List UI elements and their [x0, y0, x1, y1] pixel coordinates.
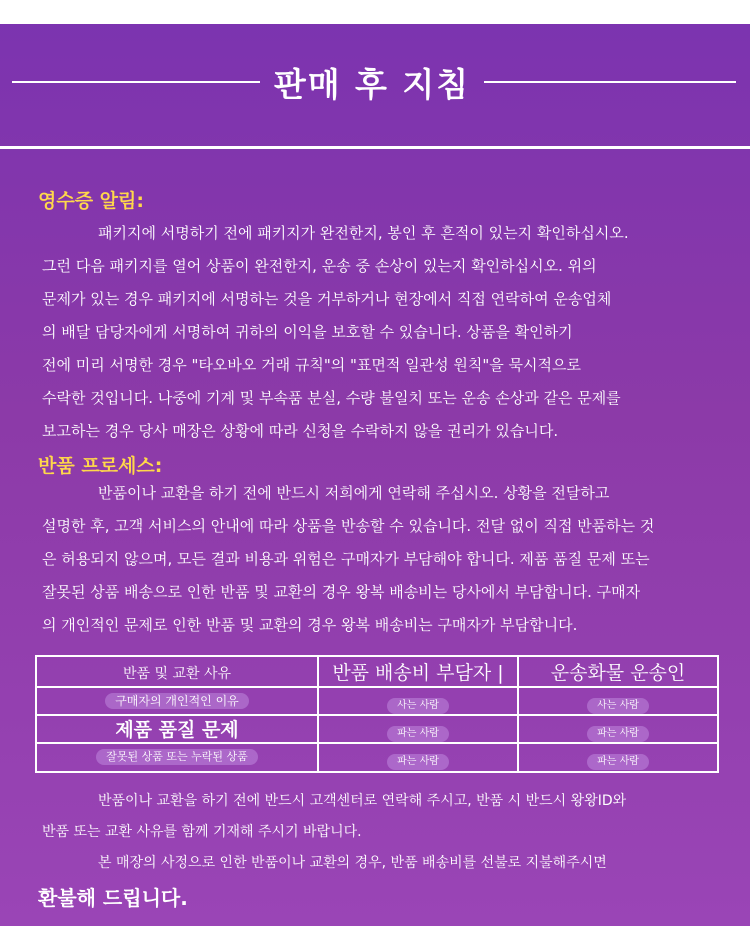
receipt-line: 보고하는 경우 당사 매장은 상황에 따라 신청을 수락하지 않을 권리가 있습니다.	[42, 422, 559, 440]
receipt-line: 전에 미리 서명한 경우 "타오바오 거래 규칙"의 "표면적 일관성 원칙"을 묵시적으로	[42, 356, 581, 374]
title-right-rule	[484, 81, 736, 83]
table-cell-payer: 파는 사람	[319, 721, 517, 742]
returns-line: 설명한 후, 고객 서비스의 안내에 따라 상품을 반송할 수 있습니다. 전달 없이 직접 반품하는 것	[42, 517, 655, 535]
returns-line: 반품이나 교환을 하기 전에 반드시 저희에게 연락해 주십시오. 상황을 전달하고	[98, 484, 610, 502]
top-white-strip	[0, 0, 750, 24]
notes-paragraph	[42, 786, 626, 879]
table-header-payer: 반품 배송비 부담자 |	[332, 662, 504, 684]
title-left-rule	[12, 81, 260, 83]
table-cell-carrier: 사는 사람	[519, 693, 717, 714]
notes-line: 반품 또는 교환 사유를 함께 기재해 주시기 바랍니다.	[42, 824, 362, 840]
table-header-reason: 반품 및 교환 사유	[122, 666, 232, 682]
returns-heading: 반품 프로세스:	[38, 455, 163, 477]
table-rule	[37, 686, 717, 688]
notes-line: 반품이나 교환을 하기 전에 반드시 고객센터로 연락해 주시고, 반품 시 반드시 왕왕ID와	[98, 793, 627, 809]
table-rule	[37, 742, 717, 744]
receipt-line: 의 배달 담당자에게 서명하여 귀하의 이익을 보호할 수 있습니다. 상품을 확인하기	[42, 323, 573, 341]
page-title: 판매 후 지침	[273, 65, 471, 104]
table-cell-reason: 잘못된 상품 또는 누락된 상품	[37, 749, 317, 765]
returns-line: 은 허용되지 않으며, 모든 결과 비용과 위험은 구매자가 부담해야 합니다. 제품 품질 문제 또는	[42, 550, 650, 568]
receipt-line: 패키지에 서명하기 전에 패키지가 완전한지, 봉인 후 흔적이 있는지 확인하십시오.	[98, 224, 629, 242]
shipping-cost-table	[35, 655, 719, 773]
table-header-carrier: 운송화물 운송인	[550, 662, 686, 684]
receipt-heading: 영수증 알림:	[38, 190, 144, 212]
table-cell-payer: 사는 사람	[319, 693, 517, 714]
table-cell-carrier: 파는 사람	[519, 749, 717, 770]
section-divider	[0, 146, 750, 149]
table-cell-reason: 제품 품질 문제	[115, 719, 239, 741]
table-cell-carrier: 파는 사람	[519, 721, 717, 742]
receipt-line: 문제가 있는 경우 패키지에 서명하는 것을 거부하거나 현장에서 직접 연락하여 운송업체	[42, 290, 612, 308]
closing-line: 환불해 드립니다.	[38, 886, 188, 910]
notes-line: 본 매장의 사정으로 인한 반품이나 교환의 경우, 반품 배송비를 선불로 지불해주시면	[98, 855, 607, 871]
table-cell-reason: 구매자의 개인적인 이유	[37, 693, 317, 709]
table-cell-payer: 파는 사람	[319, 749, 517, 770]
returns-line: 의 개인적인 문제로 인한 반품 및 교환의 경우 왕복 배송비는 구매자가 부담합니다.	[42, 616, 578, 634]
title-banner	[0, 57, 750, 107]
returns-line: 잘못된 상품 배송으로 인한 반품 및 교환의 경우 왕복 배송비는 당사에서 부담합니다. 구매자	[42, 583, 641, 601]
receipt-paragraph	[42, 217, 629, 448]
receipt-line: 수락한 것입니다. 나중에 기계 및 부속품 분실, 수량 불일치 또는 운송 손상과 같은 문제를	[42, 389, 621, 407]
receipt-line: 그런 다음 패키지를 열어 상품이 완전한지, 운송 중 손상이 있는지 확인하십시오. 위의	[42, 257, 597, 275]
returns-paragraph	[42, 477, 654, 642]
